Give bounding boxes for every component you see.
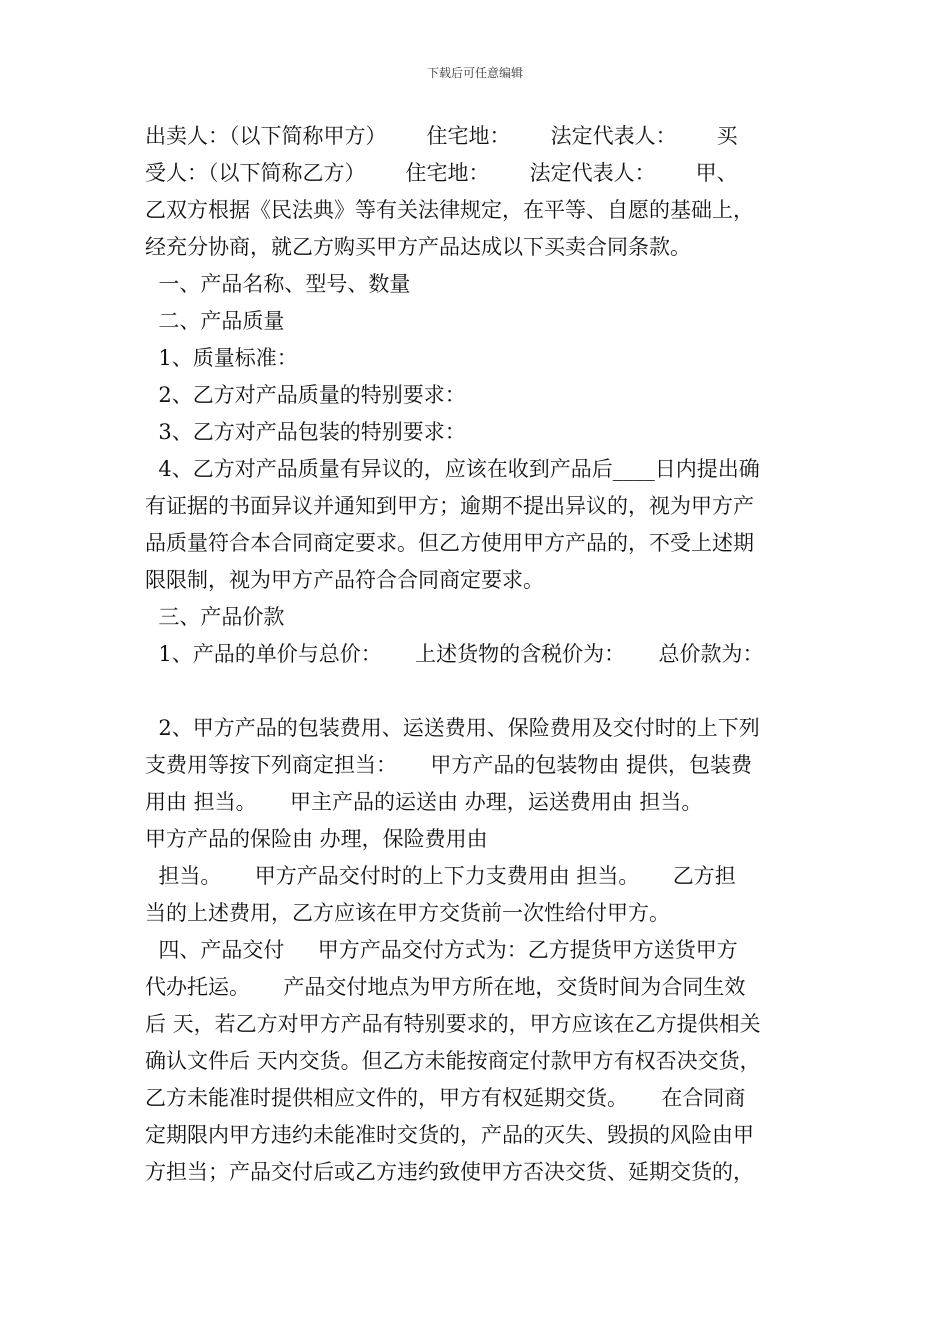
text-line: 2、乙方对产品质量的特别要求： (145, 383, 466, 407)
text-line: 1、质量标准： (145, 346, 298, 370)
text-line: 支费用等按下列商定担当： 甲方产品的包装物由 提供，包装费 (145, 753, 753, 777)
text-line: 后 天，若乙方对甲方产品有特别要求的，甲方应该在乙方提供相关 (145, 1012, 761, 1036)
page-header: 下载后可任意编辑 (426, 66, 523, 80)
text-line: 用由 担当。 甲主产品的运送由 办理，运送费用由 担当。 (145, 790, 703, 814)
text-line: 4、乙方对产品质量有异议的，应该在收到产品后____日内提出确 (145, 457, 760, 481)
text-line: 1、产品的单价与总价： 上述货物的含税价为： 总价款为： (145, 642, 764, 666)
section-heading: 三、产品价款 (145, 605, 285, 629)
text-line: 有证据的书面异议并通知到甲方；逾期不提出异议的，视为甲方产 (145, 494, 754, 518)
text-line: 代办托运。 产品交付地点为甲方所在地，交货时间为合同生效 (145, 975, 746, 999)
text-line: 定期限内甲方违约未能准时交货的，产品的灭失、毁损的风险由甲 (145, 1123, 754, 1147)
text-line: 方担当；产品交付后或乙方违约致使甲方否决交货、延期交货的， (145, 1160, 754, 1184)
section-heading: 一、产品名称、型号、数量 (145, 272, 411, 296)
section-heading: 四、产品交付 甲方产品交付方式为：乙方提货甲方送货甲方 (145, 938, 738, 962)
text-line: 乙双方根据《民法典》等有关法律规定，在平等、自愿的基础上， (145, 198, 754, 222)
text-line: 确认文件后 天内交货。但乙方未能按商定付款甲方有权否决交货， (145, 1049, 761, 1073)
text-line: 担当。 甲方产品交付时的上下力支费用由 担当。 乙方担 (145, 864, 736, 888)
text-line: 当的上述费用，乙方应该在甲方交货前一次性给付甲方。 (145, 901, 670, 925)
text-line: 3、乙方对产品包装的特别要求： (145, 420, 466, 444)
blank-line (145, 673, 817, 710)
text-line: 甲方产品的保险由 办理，保险费用由 (145, 827, 488, 851)
text-line: 2、甲方产品的包装费用、运送费用、保险费用及交付时的上下列 (145, 716, 760, 740)
document-body (145, 118, 817, 1191)
text-line: 限限制，视为甲方产品符合合同商定要求。 (145, 568, 544, 592)
text-line: 受人：（以下简称乙方） 住宅地： 法定代表人： 甲、 (145, 161, 738, 185)
text-line: 乙方未能准时提供相应文件的，甲方有权延期交货。 在合同商 (145, 1086, 746, 1110)
section-heading: 二、产品质量 (145, 309, 285, 333)
text-line: 经充分协商，就乙方购买甲方产品达成以下买卖合同条款。 (145, 235, 691, 259)
text-line: 出卖人：（以下简称甲方） 住宅地： 法定代表人： 买 (145, 124, 738, 148)
text-line: 品质量符合本合同商定要求。但乙方使用甲方产品的，不受上述期 (145, 531, 754, 555)
